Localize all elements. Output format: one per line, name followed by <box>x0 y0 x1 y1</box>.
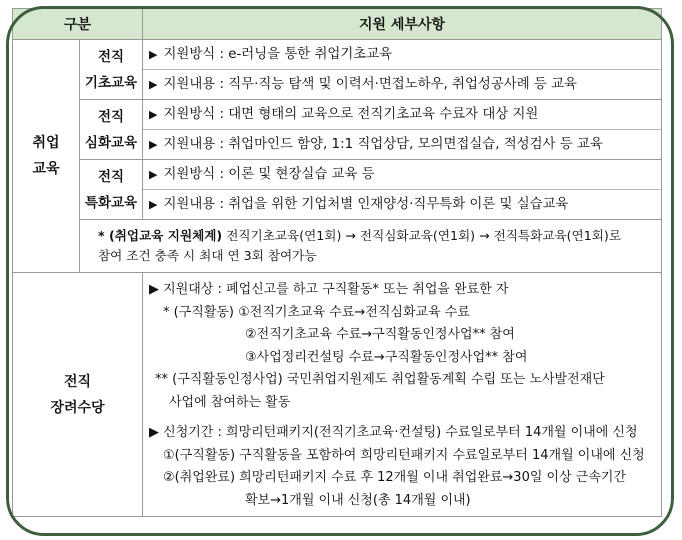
triangle-bullet-icon: ▶ <box>149 78 158 91</box>
detail-line <box>143 69 661 99</box>
category-label-1: 취업 <box>32 135 60 151</box>
note-text: 전직기초교육(연1회) → 전직심화교육(연1회) → 전직특화교육(연1회)로 <box>222 228 621 243</box>
triangle-bullet-icon: ▶ <box>149 168 158 181</box>
detail-line <box>143 189 661 219</box>
details-specialized <box>143 160 662 220</box>
subcategory-label-1: 전직 <box>97 168 125 185</box>
support-details-table <box>12 8 662 517</box>
education-row-specialized <box>13 160 662 220</box>
detail-text: 지원내용 : 직무·직능 탐색 및 이력서·면접노하우, 취업성공사례 등 교육 <box>163 77 577 92</box>
allowance-details <box>143 273 662 517</box>
note-line-1 <box>98 226 655 246</box>
details-advanced <box>143 100 662 160</box>
category-label-1: 전직 <box>63 373 92 390</box>
triangle-bullet-icon: ▶ <box>149 138 158 151</box>
application-condition-line: 확보→1개월 이내 신청(총 14개월 이내) <box>245 492 471 508</box>
subcategory-label-2: 기초교육 <box>84 74 138 91</box>
subcategory-specialized <box>80 160 143 220</box>
note-heading: * (취업교육 지원체계) <box>98 228 223 243</box>
application-condition-line: ①(구직활동) 구직활동을 포함하여 희망리턴패키지 수료일로부터 14개월 이내에 신청 <box>163 447 645 463</box>
education-support-system-note <box>80 220 662 273</box>
subcategory-advanced <box>80 100 143 160</box>
note-line-2: 참여 조건 충족 시 최대 연 3회 참여가능 <box>98 248 317 263</box>
triangle-bullet-icon: ▶ <box>149 48 158 61</box>
header-row <box>13 9 662 40</box>
job-search-definition-line: * (구직활동) ①전직기초교육 수료→전직심화교육 수료 <box>163 304 470 320</box>
subcategory-label-2: 특화교육 <box>84 194 138 211</box>
triangle-bullet-icon: ▶ <box>149 108 158 121</box>
category-label-2: 교육 <box>32 161 60 177</box>
subcategory-basic <box>80 40 143 100</box>
detail-line <box>143 129 661 159</box>
header-details: 지원 세부사항 <box>143 9 662 40</box>
application-period-line: ▶ 신청기간 : 희망리턴패키지(전직기초교육·컨설팅) 수료일로부터 14개월 이내에 신청 <box>149 425 638 440</box>
job-search-option-line: ③사업정리컨설팅 수료→구직활동인정사업** 참여 <box>245 349 528 365</box>
subcategory-label-1: 전직 <box>97 48 125 65</box>
detail-line <box>143 100 661 129</box>
education-note-row <box>13 220 662 273</box>
application-condition-line: ②(취업완료) 희망리턴패키지 수료 후 12개월 이내 취업완료→30일 이상 근속기간 <box>163 470 627 485</box>
subcategory-label-1: 전직 <box>97 108 125 125</box>
detail-text: 지원내용 : 취업마인드 함양, 1:1 직업상담, 모의면접실습, 적성검사 등 교육 <box>163 137 603 152</box>
subcategory-label-2: 심화교육 <box>84 134 138 151</box>
detail-text: 지원방식 : e-러닝을 통한 취업기초교육 <box>163 47 393 62</box>
detail-text: 지원방식 : 이론 및 현장실습 교육 등 <box>163 167 375 182</box>
category-label-2: 장려수당 <box>50 399 105 416</box>
detail-text: 지원내용 : 취업을 위한 기업처별 인재양성·직무특화 이론 및 실습교육 <box>163 197 569 212</box>
header-category: 구분 <box>13 9 143 40</box>
allowance-row <box>13 273 662 517</box>
details-basic <box>143 40 662 100</box>
triangle-bullet-icon: ▶ <box>149 198 158 211</box>
recognition-program-note-line: 사업에 참여하는 활동 <box>169 394 291 410</box>
detail-line <box>143 40 661 69</box>
detail-line <box>143 160 661 189</box>
education-row-advanced <box>13 100 662 160</box>
detail-text: 지원방식 : 대면 형태의 교육으로 전직기초교육 수료자 대상 지원 <box>163 107 539 122</box>
category-employment-education <box>13 40 80 273</box>
education-row-basic <box>13 40 662 100</box>
recognition-program-note-line: ** (구직활동인정사업) 국민취업지원제도 취업활동계획 수립 또는 노사발전재단 <box>155 372 605 387</box>
support-details-table-frame <box>4 2 678 536</box>
job-search-option-line: ②전직기초교육 수료→구직활동인정사업** 참여 <box>245 327 515 342</box>
allowance-target-line: ▶ 지원대상 : 폐업신고를 하고 구직활동* 또는 취업을 완료한 자 <box>149 282 509 297</box>
category-job-transition-allowance <box>13 273 143 517</box>
